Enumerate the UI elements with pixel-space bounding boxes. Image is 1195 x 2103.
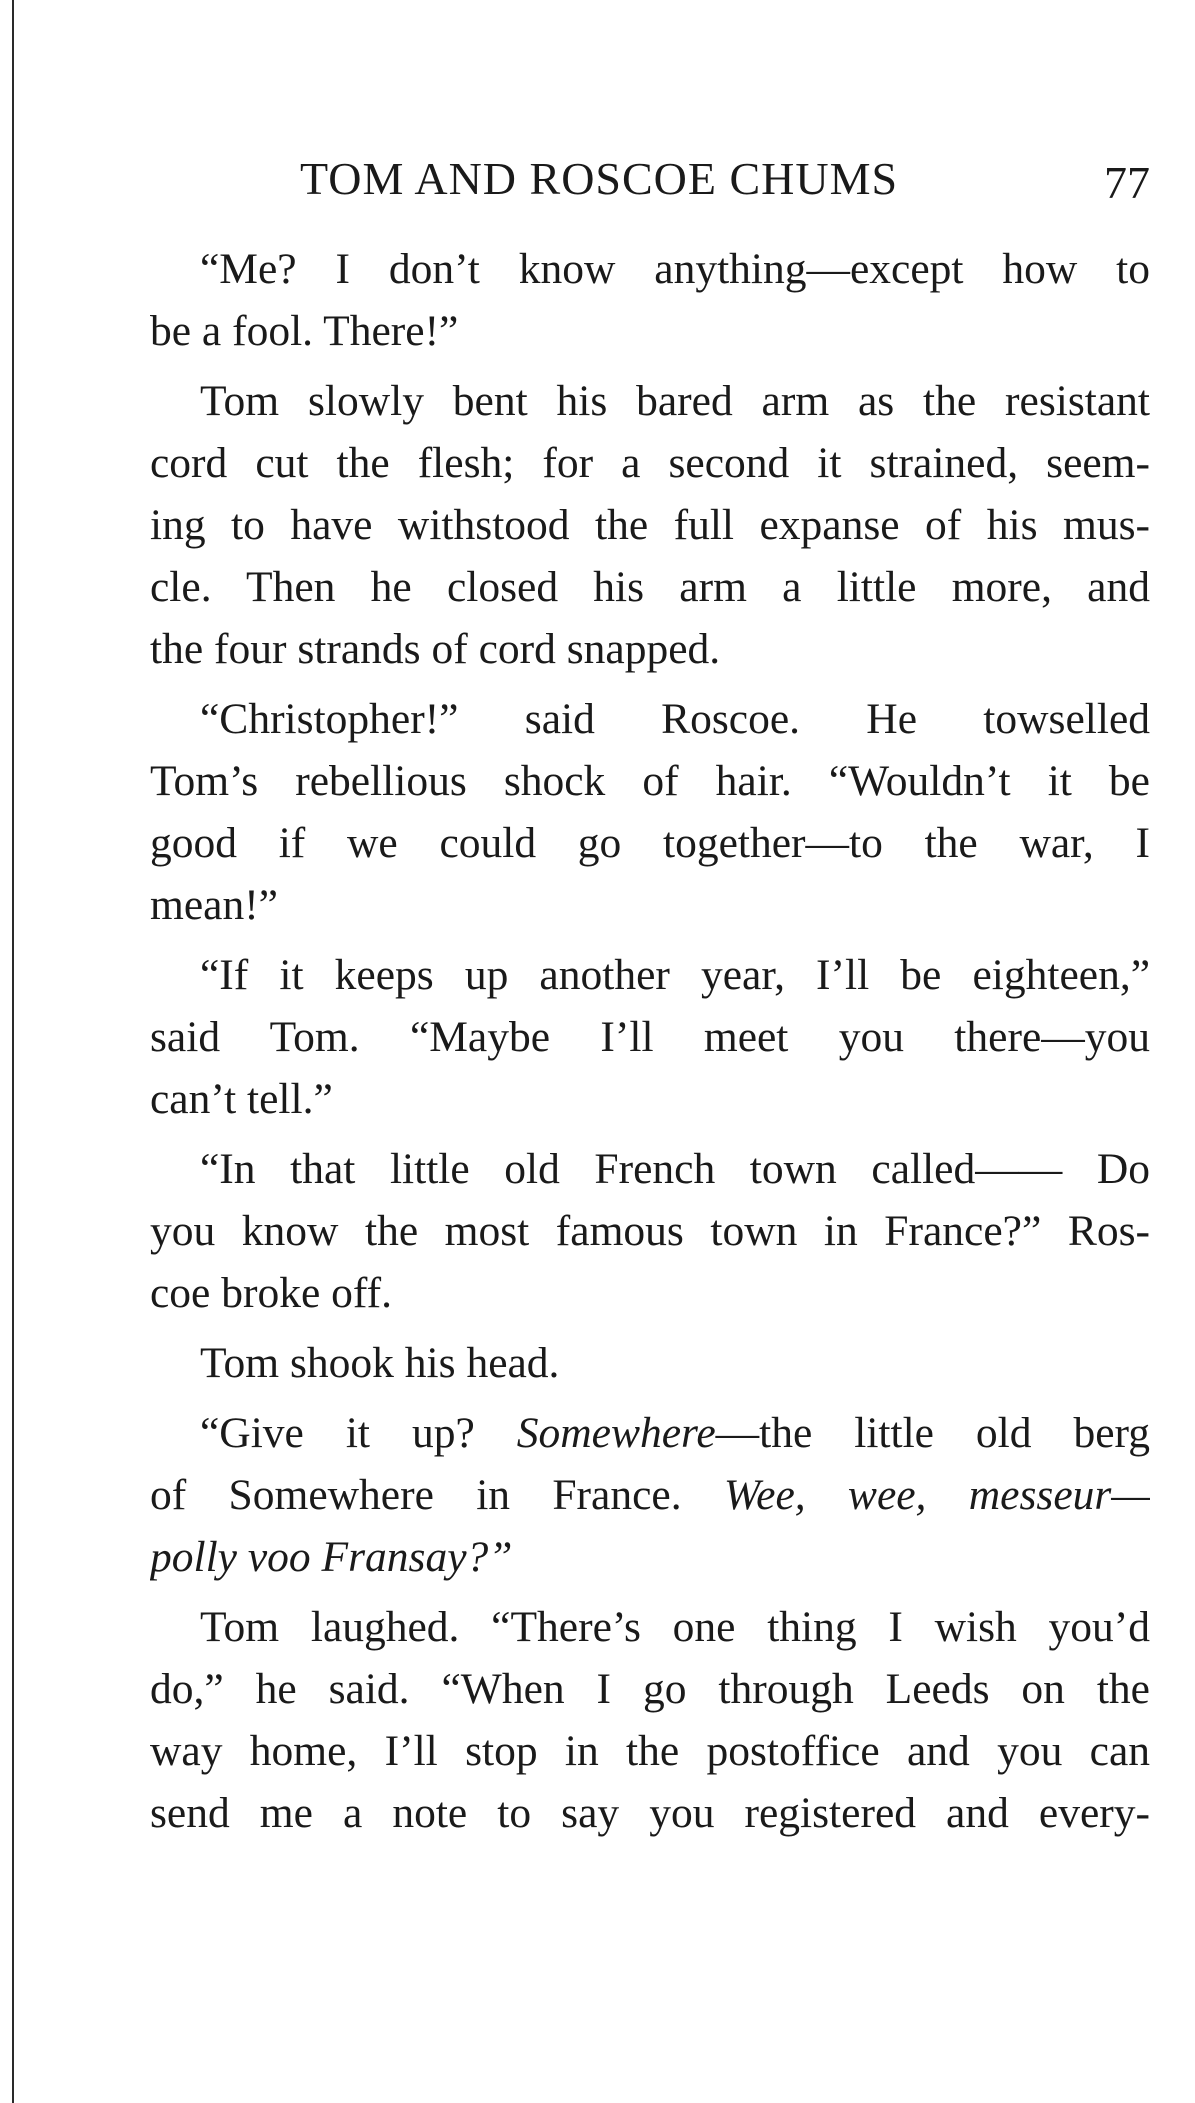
paragraph: [150, 1402, 1150, 1588]
text-run: “Give it up?: [200, 1409, 517, 1457]
text-line: Tom shook his head.: [200, 1339, 560, 1387]
body-text: [150, 238, 1150, 1852]
text-line: Tom slowly bent his bared arm as the resistant: [200, 377, 1150, 425]
text-line: send me a note to say you registered and every-: [150, 1789, 1150, 1837]
text-line: [150, 1402, 1150, 1464]
paragraph: [150, 1596, 1150, 1844]
paragraph: [150, 238, 1150, 362]
text-line: can’t tell.”: [150, 1075, 333, 1123]
text-line: do,” he said. “When I go through Leeds on the: [150, 1665, 1150, 1713]
paragraph: [150, 688, 1150, 936]
text-line: “If it keeps up another year, I’ll be eighteen,”: [200, 951, 1150, 999]
page-number: 77: [1104, 157, 1150, 208]
text-line: “Christopher!” said Roscoe. He towselled: [200, 695, 1150, 743]
text-line: Tom laughed. “There’s one thing I wish you’d: [200, 1603, 1150, 1651]
text-line: said Tom. “Maybe I’ll meet you there—you: [150, 1013, 1150, 1061]
text-line: cle. Then he closed his arm a little more, and: [150, 563, 1150, 611]
running-title: TOM AND ROSCOE CHUMS: [300, 153, 899, 204]
italic-text-run: Wee, wee, messeur—: [723, 1471, 1150, 1519]
paragraph: [150, 1332, 1150, 1394]
paragraph: [150, 944, 1150, 1130]
text-line: [150, 1526, 1150, 1588]
text-line: ing to have withstood the full expanse of his mus-: [150, 501, 1150, 549]
italic-text-run: polly voo Fransay?”: [150, 1533, 513, 1581]
text-run: —the little old berg: [715, 1409, 1150, 1457]
text-line: be a fool. There!”: [150, 307, 459, 355]
italic-text-run: Somewhere: [516, 1409, 716, 1457]
text-line: “In that little old French town called—— Do: [200, 1145, 1150, 1193]
text-line: way home, I’ll stop in the postoffice and you can: [150, 1727, 1150, 1775]
text-line: [150, 1464, 1150, 1526]
text-line: “Me? I don’t know anything—except how to: [200, 245, 1150, 293]
paragraph: [150, 1138, 1150, 1324]
text-line: you know the most famous town in France?” Ros-: [150, 1207, 1150, 1255]
text-line: mean!”: [150, 881, 278, 929]
binding-edge-line: [12, 0, 14, 2103]
paragraph: [150, 370, 1150, 680]
text-run: of Somewhere in France.: [150, 1471, 724, 1519]
text-line: Tom’s rebellious shock of hair. “Wouldn’t it be: [150, 757, 1150, 805]
text-line: cord cut the flesh; for a second it strained, seem-: [150, 439, 1150, 487]
text-line: the four strands of cord snapped.: [150, 625, 721, 673]
text-line: coe broke off.: [150, 1269, 392, 1317]
running-head: [150, 152, 1150, 212]
text-line: good if we could go together—to the war, I: [150, 819, 1150, 867]
